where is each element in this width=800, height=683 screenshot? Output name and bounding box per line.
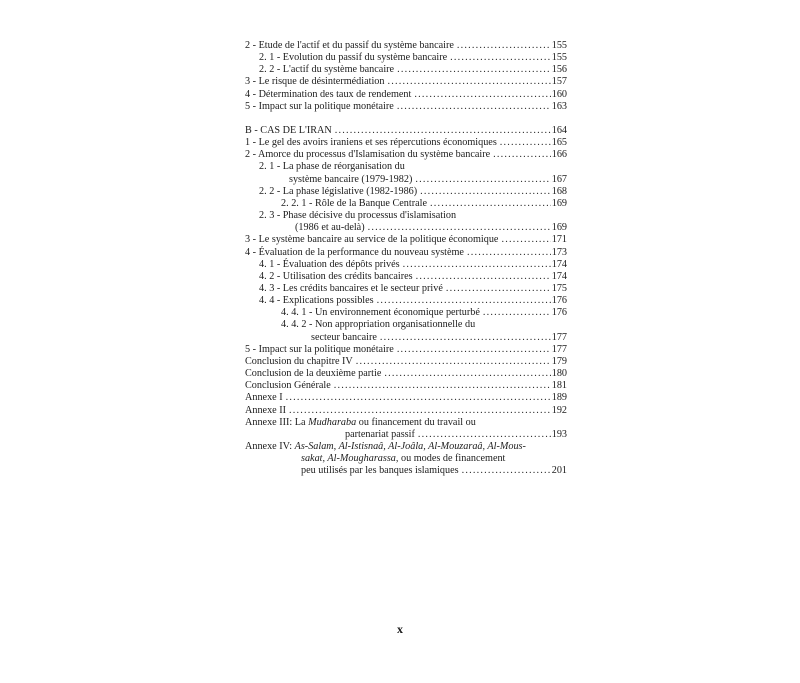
dot-leader [286, 392, 551, 404]
toc-entry [245, 380, 567, 392]
toc-page-number: 180 [551, 368, 567, 380]
toc-page-number: 192 [551, 404, 567, 416]
toc-entry-annex-4 [245, 441, 567, 477]
toc-entry-label: 5 - Impact sur la politique monétaire [245, 100, 394, 112]
dot-leader [380, 332, 551, 344]
toc-entry-label: Conclusion du chapitre IV [245, 355, 353, 367]
toc-page-number: 171 [551, 234, 567, 246]
toc-entry [245, 283, 567, 295]
toc-entry-label: B - CAS DE L'IRAN [245, 124, 332, 136]
dot-leader [418, 429, 551, 441]
toc-page-number: 155 [551, 40, 567, 51]
dot-leader [483, 307, 551, 319]
dot-leader [387, 76, 550, 88]
dot-leader [335, 125, 551, 137]
toc-entry [245, 319, 567, 343]
dot-leader [384, 368, 550, 380]
toc-page-number: 163 [551, 100, 567, 112]
toc-entry-label: 2 - Etude de l'actif et du passif du système bancaire [245, 40, 454, 51]
toc-entry-label: 5 - Impact sur la politique monétaire [245, 343, 394, 355]
toc-entry [245, 234, 567, 246]
toc-entry-label: 4. 2 - Utilisation des crédits bancaires [259, 270, 413, 282]
toc-entry [245, 89, 567, 101]
toc-page-number: 201 [551, 465, 567, 477]
toc-entry [245, 125, 567, 137]
toc-page-number: 174 [551, 270, 567, 282]
table-of-contents [245, 40, 567, 477]
toc-entry-label: 4. 4 - Explications possibles [259, 295, 374, 307]
toc-entry [245, 198, 567, 210]
toc-page-number: 179 [551, 355, 567, 367]
toc-entry-label: 2. 2. 1 - Rôle de la Banque Centrale [281, 197, 427, 209]
toc-entry-label: 2 - Amorce du processus d'Islamisation du système bancaire [245, 149, 491, 161]
toc-entry [245, 210, 567, 234]
toc-entry [245, 405, 567, 417]
toc-entry [245, 161, 567, 185]
italic-term: Mudharaba [308, 416, 357, 428]
toc-page-number: 166 [551, 149, 567, 161]
toc-entry [245, 52, 567, 64]
dot-leader [377, 295, 551, 307]
toc-page-number: 175 [551, 282, 567, 294]
dot-leader [467, 247, 551, 259]
toc-entry-label: 1 - Le gel des avoirs iraniens et ses répercutions économiques [245, 137, 497, 149]
dot-leader [397, 101, 551, 113]
italic-term: As-Salam, Al-Istisnaâ, Al-Joâla, Al-Mouzaraâ, Al-Mous- [294, 441, 526, 452]
toc-entry [245, 247, 567, 259]
toc-entry-label: 4 - Évaluation de la performance du nouveau système [245, 246, 464, 258]
toc-page-number: 176 [551, 295, 567, 307]
toc-entry-label: 4. 4. 2 - Non appropriation organisationnelle du [281, 319, 476, 331]
dot-leader [368, 222, 551, 234]
toc-entry [245, 186, 567, 198]
dot-leader [430, 198, 551, 210]
toc-entry-label: 4. 3 - Les crédits bancaires et le secteur privé [259, 282, 443, 294]
dot-leader [414, 89, 550, 101]
toc-entry [245, 392, 567, 404]
toc-entry-label: Annexe IV: As-Salam, Al-Istisnaâ, Al-Joâla, Al-Mouzaraâ, Al-Mous- [245, 441, 526, 452]
toc-entry-label: Conclusion de la deuxième partie [245, 368, 382, 380]
dot-leader [500, 137, 551, 149]
toc-page-number: 155 [551, 52, 567, 64]
italic-term: sakat, Al-Mougharassa, [301, 453, 399, 465]
toc-page-number: 176 [551, 307, 567, 319]
toc-entry-continuation: peu utilisés par les banques islamiques [301, 465, 459, 477]
toc-page-number: 174 [551, 258, 567, 270]
dot-leader [446, 283, 551, 295]
toc-page-number: 169 [551, 222, 567, 234]
toc-entry-continuation: (1986 et au-delà) [295, 222, 365, 234]
toc-entry [245, 307, 567, 319]
toc-page-number: 177 [551, 331, 567, 343]
dot-leader [457, 40, 551, 52]
dot-leader [420, 186, 551, 198]
toc-entry-label: 2. 3 - Phase décisive du processus d'islamisation [259, 210, 457, 222]
page-folio: x [397, 622, 403, 636]
toc-entry [245, 149, 567, 161]
dot-leader [397, 64, 551, 76]
toc-page-number: 173 [551, 246, 567, 258]
dot-leader [462, 465, 551, 477]
toc-entry [245, 137, 567, 149]
dot-leader [415, 174, 550, 186]
toc-entry [245, 76, 567, 88]
toc-page-number: 157 [551, 76, 567, 88]
section-gap [245, 113, 567, 125]
toc-entry-label: 4. 4. 1 - Un environnement économique perturbé [281, 307, 480, 319]
toc-page-number: 156 [551, 64, 567, 76]
dot-leader [450, 52, 551, 64]
dot-leader [403, 259, 551, 271]
dot-leader [334, 380, 551, 392]
toc-group-1 [245, 40, 567, 113]
toc-entry-label: Annexe I [245, 392, 283, 404]
toc-group-2 [245, 125, 567, 417]
toc-entry-label: 3 - Le système bancaire au service de la politique économique [245, 234, 499, 246]
dot-leader [501, 234, 550, 246]
toc-entry-label: Conclusion Générale [245, 380, 331, 392]
toc-page-number: 177 [551, 343, 567, 355]
dot-leader [493, 149, 551, 161]
toc-page-number: 167 [551, 173, 567, 185]
dot-leader [289, 405, 551, 417]
toc-page-number: 160 [551, 88, 567, 100]
toc-entry-label: 2. 1 - Evolution du passif du système bancaire [259, 52, 448, 64]
toc-entry [245, 344, 567, 356]
toc-entry-label: 2. 2 - L'actif du système bancaire [259, 64, 395, 76]
toc-entry-label-line2: sakat, Al-Mougharassa, ou modes de financement [301, 453, 506, 465]
toc-entry [245, 295, 567, 307]
dot-leader [397, 344, 551, 356]
toc-entry [245, 356, 567, 368]
toc-entry-label: 2. 2 - La phase législative (1982-1986) [259, 185, 418, 197]
toc-entry [245, 368, 567, 380]
toc-page-number: 164 [551, 124, 567, 136]
toc-entry-annex-3 [245, 417, 567, 441]
toc-entry-label: 4 - Détermination des taux de rendement [245, 88, 412, 100]
toc-page-number: 193 [551, 428, 567, 440]
toc-entry-label: 4. 1 - Évaluation des dépôts privés [259, 258, 400, 270]
toc-entry-continuation: secteur bancaire [311, 331, 377, 343]
toc-page-number: 189 [551, 392, 567, 404]
toc-entry [245, 271, 567, 283]
toc-entry-label: 2. 1 - La phase de réorganisation du [259, 161, 405, 173]
toc-entry-label: Annexe III: La Mudharaba ou financement du travail ou [245, 416, 476, 428]
dot-leader [416, 271, 551, 283]
toc-entry [245, 64, 567, 76]
toc-entry-continuation: système bancaire (1979-1982) [289, 173, 413, 185]
toc-entry-continuation: partenariat passif [345, 428, 415, 440]
toc-entry-label: 3 - Le risque de désintermédiation [245, 76, 385, 88]
toc-entry-label: Annexe II [245, 404, 287, 416]
toc-page-number: 165 [551, 137, 567, 149]
toc-entry [245, 259, 567, 271]
toc-page-number: 169 [551, 197, 567, 209]
toc-entry [245, 101, 567, 113]
dot-leader [356, 356, 551, 368]
toc-page-number: 168 [551, 185, 567, 197]
toc-page-number: 181 [551, 380, 567, 392]
toc-entry [245, 40, 567, 52]
